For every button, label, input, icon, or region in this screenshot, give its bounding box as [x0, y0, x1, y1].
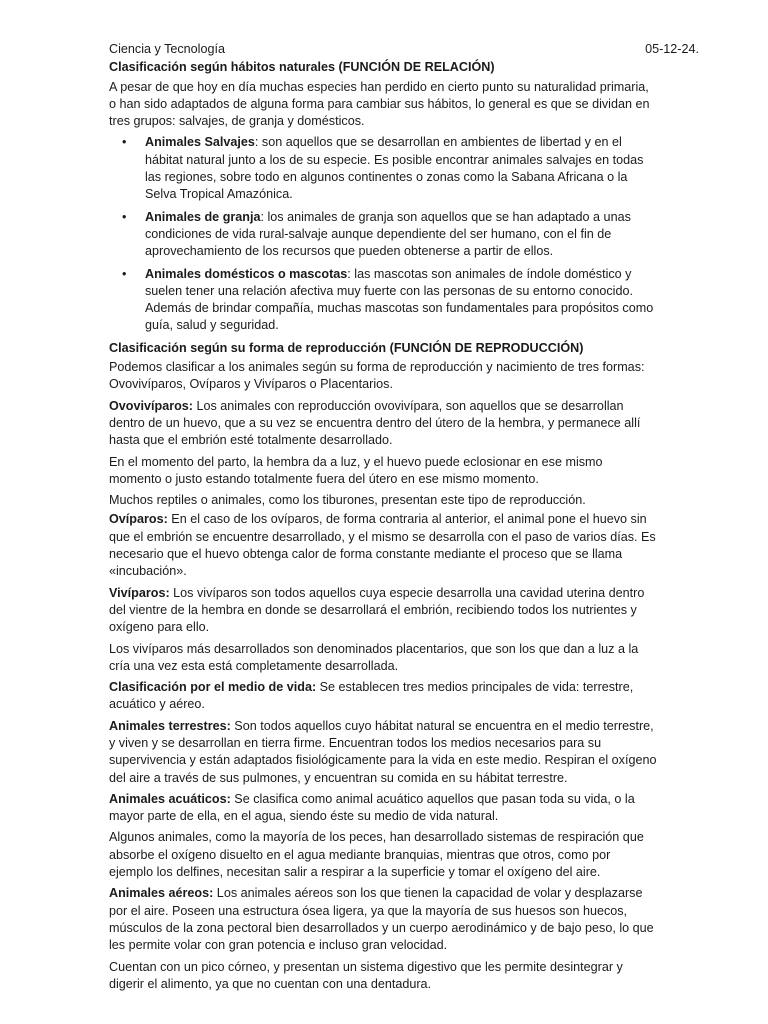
document-page: [109, 41, 699, 997]
paragraph: Animales acuáticos: Se clasifica como animal acuático aquellos que pasan toda su vida, o la mayor parte de ella, en el agua, siendo éste su medio de vida natural.: [109, 791, 635, 824]
list-item: • Animales de granja: los animales de granja son aquellos que se han adaptado a unas condiciones de vida rural-salvaje aunque dependiente del ser humano, con el fin de aprovechamiento de los recursos que pueden obtenerse a partir de ellos.: [122, 209, 631, 259]
paragraph: Ovovivíparos: Los animales con reproducción ovovivípara, son aquellos que se desarrollan dentro de un huevo, que a su vez se encuentra dentro del útero de la hembra, y permanece allí hasta que el embrión esté totalmente desarrollado.: [109, 398, 641, 448]
section-title: Clasificación según su forma de reproducción (FUNCIÓN DE REPRODUCCIÓN): [109, 340, 584, 355]
bullet-icon: •: [122, 209, 127, 224]
section-title: Clasificación según hábitos naturales (FUNCIÓN DE RELACIÓN): [109, 60, 495, 75]
habits-list: [109, 134, 657, 334]
paragraph: En el momento del parto, la hembra da a luz, y el huevo puede eclosionar en ese mismo momento o justo estando totalmente fuera del útero en ese mismo momento.: [109, 454, 603, 486]
bullet-icon: •: [122, 135, 127, 150]
paragraph: Animales aéreos: Los animales aéreos son los que tienen la capacidad de volar y desplazarse por el aire. Poseen una estructura ósea ligera, ya que la mayoría de sus huesos son huecos, músculos de la zona pectoral bien desarrollados y un cuerpo aerodinámico y de bajo peso, lo que les permite volar con gran potencia e incluso gran velocidad.: [109, 886, 654, 953]
paragraph: Ovíparos: En el caso de los ovíparos, de forma contraria al anterior, el animal pone el huevo sin que el embrión se encuentre desarrollado, y el mismo se desarrolla con el paso de varios días. Es necesario que el huevo obtenga calor de forma constante mediante el proceso que se llama «incubación».: [109, 512, 656, 579]
paragraph: Muchos reptiles o animales, como los tiburones, presentan este tipo de reproducción.: [109, 493, 586, 508]
paragraph: Podemos clasificar a los animales según su forma de reproducción y nacimiento de tres formas: Ovovivíparos, Ovíparos y Vivíparos o Placentarios.: [109, 360, 645, 392]
list-item: • Animales domésticos o mascotas: las mascotas son animales de índole doméstico y suelen tener una relación afectiva muy fuerte con las personas de su entorno conocido. Además de brindar compañía, muchas mascotas son fundamentales para propósitos como guía, salud y seguridad.: [122, 266, 654, 333]
paragraph: A pesar de que hoy en día muchas especies han perdido en cierto punto su naturalidad primaria, o han sido adaptados de alguna forma para cambiar sus hábitos, lo general es que se dividan en tres grupos: salvajes, de granja y domésticos.: [109, 79, 650, 129]
subject-label: Ciencia y Tecnología: [109, 42, 225, 56]
date-label: 05-12-24.: [645, 42, 699, 56]
paragraph: Vivíparos: Los vivíparos son todos aquellos cuya especie desarrolla una cavidad uterina dentro del vientre de la hembra en donde se desarrollará el embrión, recibiendo todos los nutrientes y oxígeno para ello.: [109, 585, 645, 635]
paragraph: Animales terrestres: Son todos aquellos cuyo hábitat natural se encuentra en el medio terrestre, y viven y se desarrollan en tierra firme. Encuentran todos los medios necesarios para su supervivencia y están adaptados fisiológicamente para la vida en este medio. Respiran el oxígeno del aire a través de sus pulmones, y encuentran su comida en su hábitat terrestre.: [109, 718, 657, 785]
paragraph: Los vivíparos más desarrollados son denominados placentarios, que son los que dan a luz a la cría una vez esta está completamente desarrollada.: [109, 641, 639, 673]
paragraph: Cuentan con un pico córneo, y presentan un sistema digestivo que les permite desintegrar y digerir el alimento, ya que no cuentan con una dentadura.: [109, 959, 623, 991]
list-item: • Animales Salvajes: son aquellos que se desarrollan en ambientes de libertad y en el hábitat natural junto a los de su especie. Es posible encontrar animales salvajes en todas las regiones, sobre todo en algunos continentes o zonas como la Sabana Africana o la Selva Tropical Amazónica.: [122, 135, 644, 202]
paragraph: Algunos animales, como la mayoría de los peces, han desarrollado sistemas de respiración que absorbe el oxígeno disuelto en el agua mediante branquias, mientras que otros, como por ejemplo los delfines, necesitan salir a respirar a la superficie y tomar el oxígeno del aire.: [109, 830, 644, 880]
paragraph: Clasificación por el medio de vida: Se establecen tres medios principales de vida: terrestre, acuático y aéreo.: [109, 680, 634, 712]
bullet-icon: •: [122, 266, 127, 281]
document-header: [109, 41, 699, 58]
